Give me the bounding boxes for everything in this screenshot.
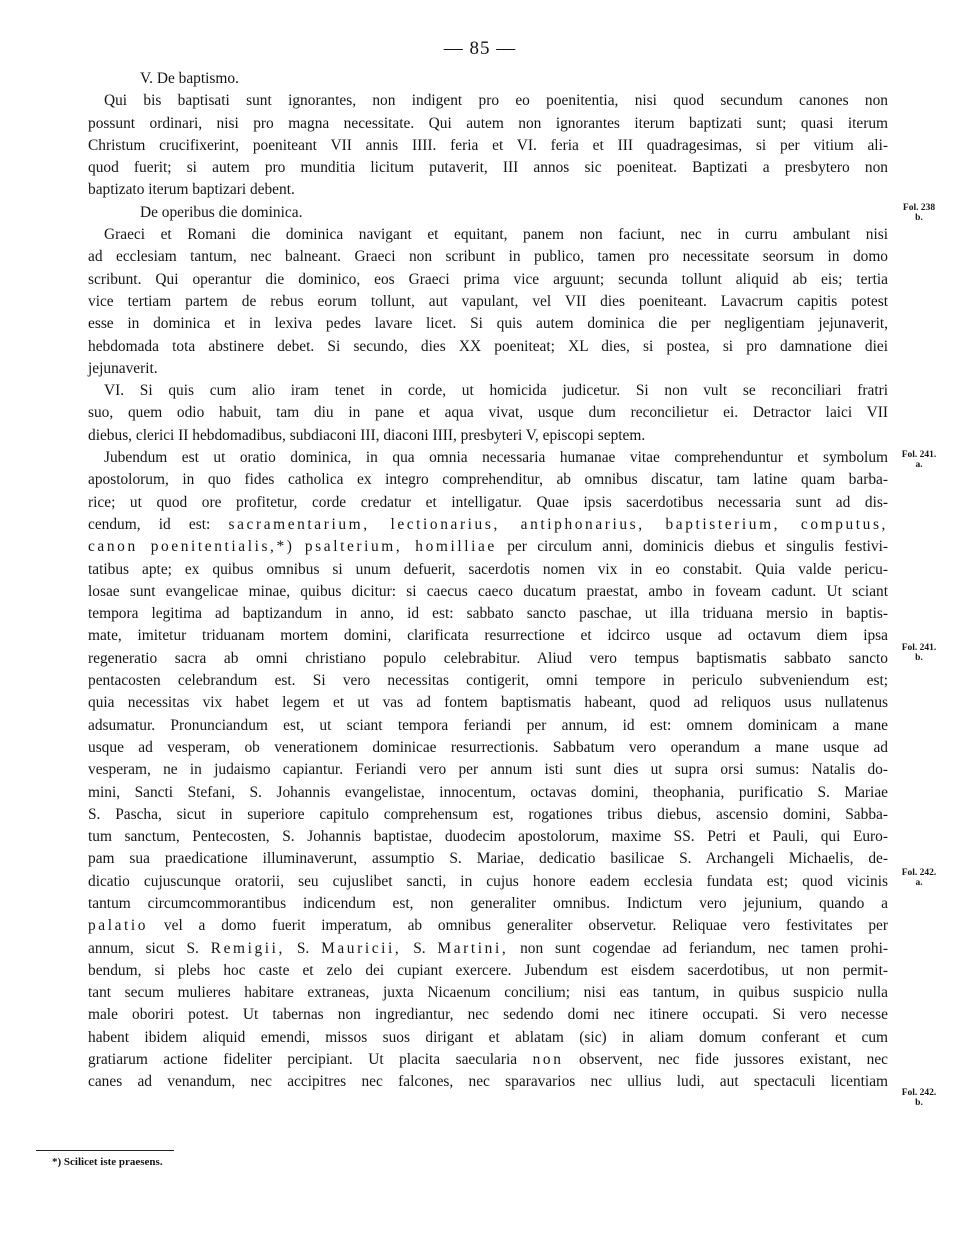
text-line: esse in dominica et in lexiva pedes lavare licet. Si quis autem dominica die per negligentiam jejunaverit, xyxy=(88,315,888,333)
text-line: male oboriri potest. Ut tabernas non ingrediantur, nec sedendo domi nec itinere occupati. Si vero necesse xyxy=(88,1006,888,1024)
text-line: possunt ordinari, nisi pro magna necessitate. Qui autem non ignorantes iterum baptizati sunt; quasi iterum xyxy=(88,114,888,132)
spaced-text: psalterium, homilliae xyxy=(304,538,497,556)
text-line: quod fuerit; si autem pro munditia licitum putaverit, III annos sic poeniteat. Baptizati a presbytero non xyxy=(88,159,888,177)
paragraph-jubendum xyxy=(88,447,888,1094)
text-line: vice tertiam partem de rebus eorum tollunt, aut vapulant, vel VII dies poeniteant. Lavacrum capitis potest xyxy=(88,292,888,310)
text-line: Qui bis baptisati sunt ignorantes, non indigent pro eo poenitentia, nisi quod secundum canones non xyxy=(104,92,888,110)
margin-note-folio xyxy=(889,868,949,888)
text-line xyxy=(88,514,888,536)
text-span: per circulum anni, dominicis diebus et singulis festivi- xyxy=(507,538,888,556)
text-line: usque ad vesperam, ob venerationem dominicae resurrectionis. Sabbatum vero operandum a mane usque ad xyxy=(88,738,888,756)
text-line xyxy=(88,536,888,558)
text-span: gratiarum actione fideliter percipiant. Ut placita saecularia xyxy=(88,1051,518,1069)
text-line: S. Pascha, sicut in superiore capitulo comprehensum est, rogationes tribus diebus, ascensio domini, Sabba- xyxy=(88,805,888,823)
text-line: apostolorum, in quo fides catholica ex integro comprehenditur, ab omnibus discatur, tam latine quam barba- xyxy=(88,471,888,489)
section-heading-dominica: De operibus die dominica. xyxy=(140,203,303,221)
page-number: — 85 — xyxy=(443,38,517,59)
folio-number: Fol. 238 xyxy=(902,203,936,213)
folio-number: Fol. 242. xyxy=(901,868,937,878)
text-line: mate, imitetur triduanam mortem domini, clarificata resurrectione et idcirco usque ad octavum diem ipsa xyxy=(88,627,888,645)
paragraph-vi xyxy=(88,380,888,447)
spaced-text: canon poenitentialis,*) xyxy=(88,538,295,556)
text-line: Christum crucifixerint, poeniteant VII annis IIII. feria et VI. feria et III quadragesimas, si per vitium ali- xyxy=(88,136,888,154)
text-span: S. xyxy=(413,939,426,957)
text-line: hebdomada tota abstinere debet. Si secundo, dies XX poeniteat; XL dies, si postea, si pro damnatione diei xyxy=(88,337,888,355)
margin-note-folio xyxy=(889,450,949,470)
text-line: Graeci et Romani die dominica navigant et equitant, panem non faciunt, nec in curru ambulant nisi xyxy=(104,226,888,244)
text-line: scribunt. Qui operantur die dominico, eos Graeci prima vice arguunt; secunda tollunt aliquid ab eis; tertia xyxy=(88,270,888,288)
paragraph-baptismo xyxy=(88,90,888,201)
text-line: regeneratio sacra ab omni christiano populo celebrabitur. Aliud vero tempus baptismatis sabbato sancto xyxy=(88,649,888,667)
paragraph-dominica xyxy=(88,224,888,380)
text-line: bendum, si plebs hoc caste et zelo dei cupiant exercere. Jubendum est eisdem sacerdotibus, ut non permit- xyxy=(88,961,888,979)
text-line: tempora legitima ad baptizandum in anno, id est: sabbato sancto paschae, ut illa triduana mersio in baptis- xyxy=(88,605,888,623)
text-line: tant secum mulieres habitare extraneas, juxta Nicaenum concilium; nisi eas tantum, in quibus suspicio nulla xyxy=(88,984,888,1002)
body-text xyxy=(88,68,888,1094)
spaced-text: Martini, xyxy=(437,939,509,957)
spaced-text: Mauricii, xyxy=(321,939,402,957)
margin-note-folio xyxy=(889,1088,949,1108)
text-line: diebus, clerici II hebdomadibus, subdiaconi III, diaconi IIII, presbyteri V, episcopi septem. xyxy=(88,426,646,444)
text-line: pam sua praedicatione illuminaverunt, assumptio S. Mariae, dedicatio basilicae S. Archangeli Michaelis, de- xyxy=(88,850,888,868)
text-line: quia necessitas vix habet legem et ut vas ad fontem baptismatis habeant, quod ad reliquos usus nullatenus xyxy=(88,694,888,712)
spaced-text: non xyxy=(532,1051,564,1069)
text-line xyxy=(88,938,888,960)
section-heading-baptismo: V. De baptismo. xyxy=(140,70,239,87)
text-line: canes ad venandum, nec accipitres nec falcones, nec sparavarios nec ullius ludi, aut spectaculi licentiam xyxy=(88,1073,888,1091)
text-line xyxy=(88,1049,888,1071)
spaced-text: palatio xyxy=(88,917,149,935)
text-line: rice; ut quod ore profitetur, corde credatur et intelligatur. Quae ipsis sacerdotibus necessaria sunt ad dis- xyxy=(88,493,888,511)
text-line: ad ecclesiam tantum, nec balneant. Graeci non scribunt in publico, tamen pro necessitate seorsum in domo xyxy=(88,248,888,266)
text-line: adsumatur. Pronunciandum est, ut sciant tempora feriandi per annum, id est: omnem dominicam a mane xyxy=(88,716,888,734)
footnote-rule xyxy=(36,1150,174,1151)
text-line: mini, Sancti Stefani, S. Johannis evangelistae, innocentum, octavas domini, theophania, purificatio S. Mariae xyxy=(88,783,888,801)
text-line: habent ibidem aliquid emendi, missos suos dirigant et ablatam (sic) in aliam domum conferant et cum xyxy=(88,1028,888,1046)
folio-side: b. xyxy=(915,653,923,663)
margin-note-folio xyxy=(889,203,949,223)
text-line: losae sunt evangelicae minae, quibus dicitur: si caecus caeco ducatum praestat, ambo in foveam cadunt. Ut sciant xyxy=(88,582,888,600)
text-line: tantum circumcommorantibus indicendum est, non generaliter omnibus. Indictum vero jejunium, quando a xyxy=(88,894,888,912)
text-line: dicatio cujuscunque oratorii, seu cujuslibet sancti, in cujus honore eadem ecclesia fundata est; quod vicinis xyxy=(88,872,888,890)
folio-number: Fol. 241. xyxy=(901,643,937,653)
footnote: *) Scilicet iste praesens. xyxy=(52,1156,163,1168)
text-span: S. xyxy=(296,939,310,957)
text-span: non sunt cogendae ad feriandum, nec tamen prohi- xyxy=(520,939,888,957)
folio-side: a. xyxy=(915,460,923,470)
text-line: suo, quem odio habuit, tam diu in pane et aqua vivat, usque dum reconcilietur ei. Detractor laici VII xyxy=(88,404,888,422)
text-span: observent, nec fide jussores existant, nec xyxy=(578,1051,888,1069)
spaced-text: sacramentarium, lectionarius, antiphonarius, baptisterium, computus, xyxy=(228,515,888,533)
text-line: VI. Si quis cum alio iram tenet in corde, ut homicida judicetur. Si non vult se reconciliari fratri xyxy=(104,382,888,400)
folio-side: a. xyxy=(915,878,923,888)
folio-number: Fol. 241. xyxy=(901,450,937,460)
spaced-text: Remigii, xyxy=(210,939,285,957)
text-line: vesperam, ne in judaismo capiantur. Feriandi vero per annum isti sunt dies ut supra orsi sumus: Natalis do- xyxy=(88,761,888,779)
folio-side: b. xyxy=(915,1098,923,1108)
text-span: annum, sicut S. xyxy=(88,939,199,957)
text-line: Jubendum est ut oratio dominica, in qua omnia necessaria humanae vitae comprehenduntur et symbolum xyxy=(104,449,888,467)
margin-note-folio xyxy=(889,643,949,663)
folio-number: Fol. 242. xyxy=(901,1088,937,1098)
text-line: tum sanctum, Pentecosten, S. Johannis baptistae, duodecim apostolorum, maxime SS. Petri et Pauli, qui Euro- xyxy=(88,828,888,846)
text-span: vel a domo fuerit imperatum, ab omnibus generaliter observetur. Reliquae vero festivitates per xyxy=(163,917,888,935)
text-line: tatibus apte; ex quibus omnibus si unum defuerit, sacerdotis nomen vix in eo constabit. Quia valde pericu- xyxy=(88,560,888,578)
text-line: jejunaverit. xyxy=(88,359,158,377)
text-line: baptizato iterum baptizari debent. xyxy=(88,181,295,199)
folio-side: b. xyxy=(915,213,923,223)
text-line xyxy=(88,915,888,937)
text-line: pentacosten celebrandum est. Si vero necessitas contigerit, omni tempore in periculo subveniendum est; xyxy=(88,672,888,690)
text-span: cendum, id est: xyxy=(88,515,211,533)
